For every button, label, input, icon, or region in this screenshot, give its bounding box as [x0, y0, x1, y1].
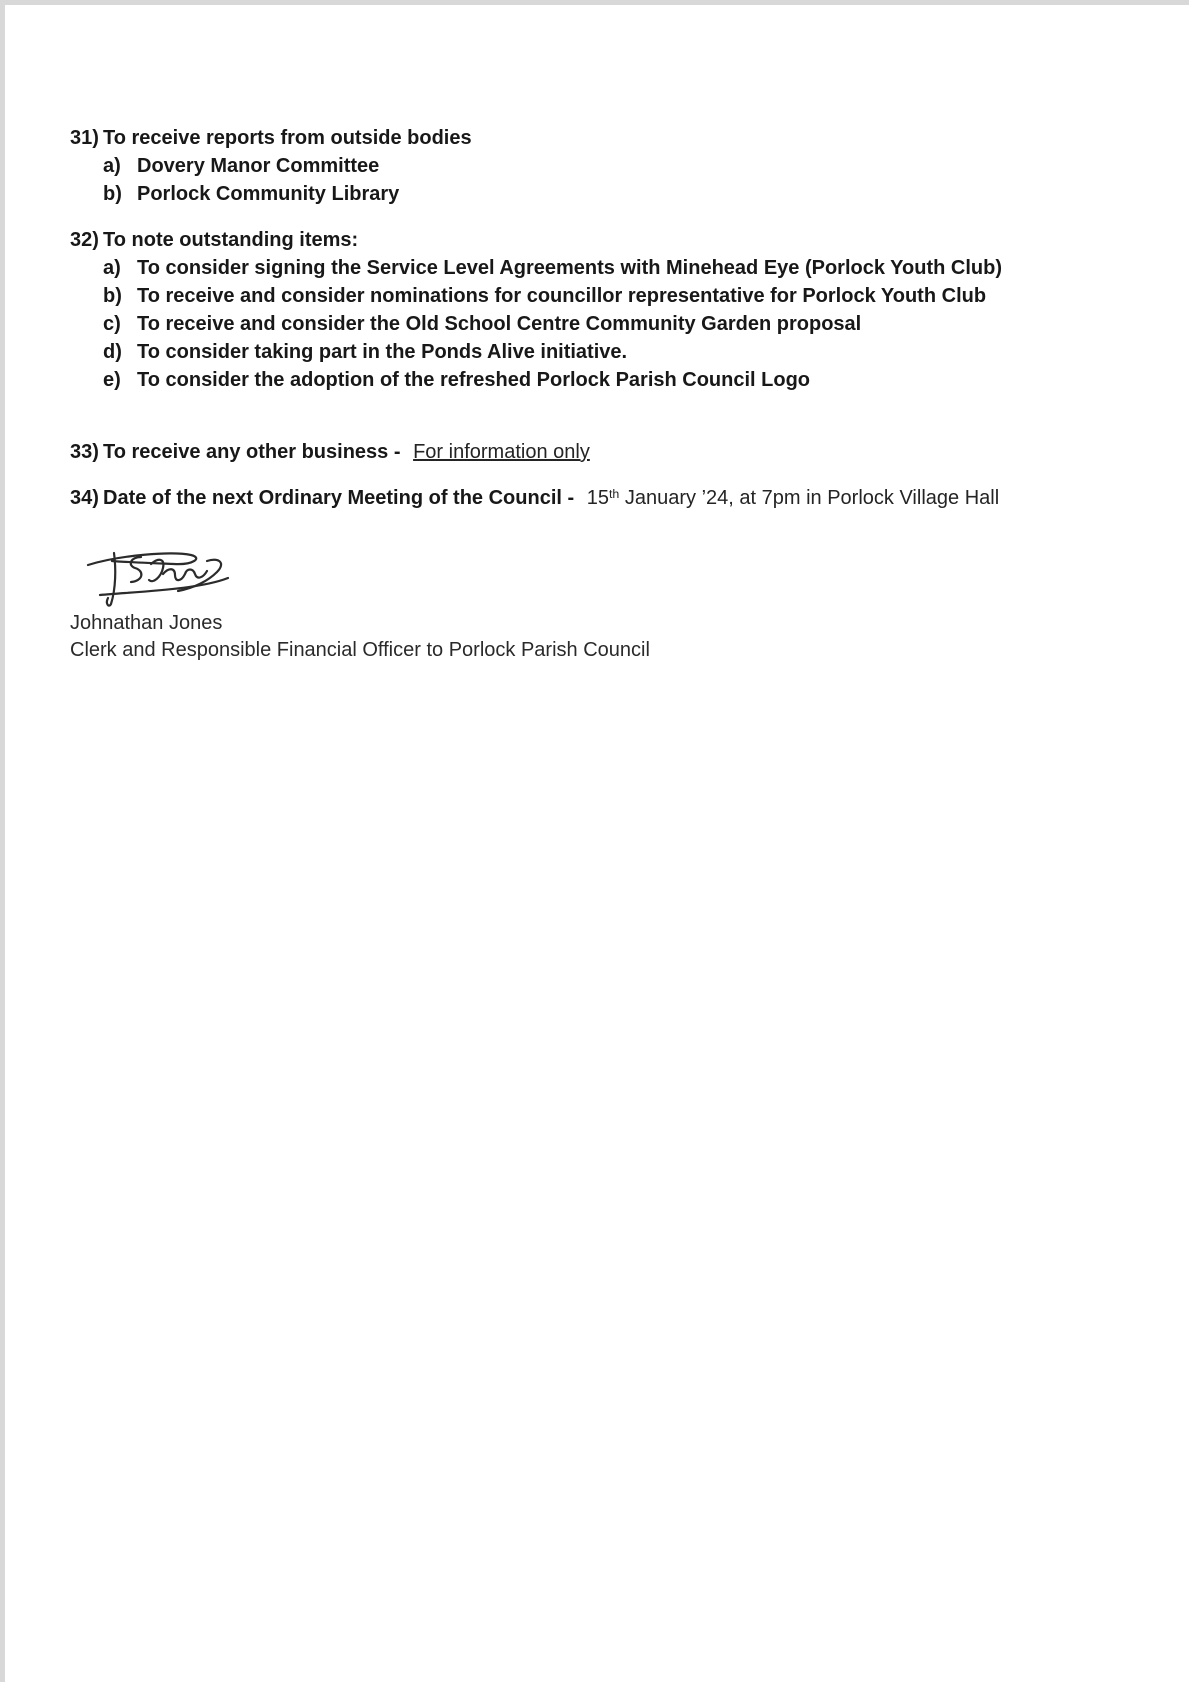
subitem-text: To consider the adoption of the refreshed Porlock Parish Council Logo [137, 369, 811, 391]
date-day: 15 [586, 487, 609, 509]
item-number: 34) [70, 487, 99, 509]
agenda-subitem [103, 282, 1100, 310]
agenda-subitem [103, 180, 1100, 208]
item-number: 31) [70, 127, 99, 149]
agenda-item-row [70, 226, 1100, 254]
agenda-subitem [103, 254, 1100, 282]
agenda-item-row [70, 124, 1100, 152]
subitem-text: To consider taking part in the Ponds Alive initiative. [137, 341, 628, 363]
agenda-item-32 [70, 226, 1100, 394]
signatory-name: Johnathan Jones [70, 612, 223, 634]
agenda-subitem [103, 310, 1100, 338]
document-page [70, 124, 1100, 664]
subitem-letter: c) [103, 313, 121, 335]
subitem-letter: a) [103, 155, 121, 177]
subitem-text: To receive and consider the Old School Centre Community Garden proposal [137, 313, 862, 335]
subitem-text: Dovery Manor Committee [137, 155, 380, 177]
subitem-letter: e) [103, 369, 121, 391]
item-title: To receive reports from outside bodies [103, 127, 472, 149]
subitem-text: To consider signing the Service Level Agreements with Minehead Eye (Porlock Youth Club) [137, 257, 1002, 279]
item-title [103, 438, 590, 466]
page-edge-top [0, 0, 1189, 5]
item-title: To note outstanding items: [103, 229, 359, 251]
agenda-item-31 [70, 124, 1100, 208]
date-rest: January ’24, at 7pm in Porlock Village Hall [624, 487, 1000, 509]
subitem-letter: b) [103, 183, 122, 205]
subitem-letter: a) [103, 257, 121, 279]
signatory-block [70, 610, 1100, 664]
agenda-item-33 [70, 438, 1100, 466]
subitem-text: Porlock Community Library [137, 183, 400, 205]
signatory-role: Clerk and Responsible Financial Officer to Porlock Parish Council [70, 639, 650, 661]
agenda-subitem [103, 152, 1100, 180]
subitem-letter: b) [103, 285, 122, 307]
agenda-subitem [103, 338, 1100, 366]
item-title-bold: Date of the next Ordinary Meeting of the Council - [103, 487, 575, 509]
subitem-letter: d) [103, 341, 122, 363]
date-ordinal: th [608, 487, 620, 502]
item-number: 33) [70, 441, 99, 463]
agenda-subitem [103, 366, 1100, 394]
item-title [103, 484, 999, 514]
page-edge-left [0, 0, 5, 1682]
item-title-underlined: For information only [413, 441, 590, 463]
meeting-date [587, 487, 999, 509]
agenda-item-34 [70, 484, 1100, 514]
item-number: 32) [70, 229, 99, 251]
signature-image [78, 544, 1100, 610]
item-title-bold: To receive any other business - [103, 441, 401, 463]
subitem-text: To receive and consider nominations for councillor representative for Porlock Youth Club [137, 285, 987, 307]
